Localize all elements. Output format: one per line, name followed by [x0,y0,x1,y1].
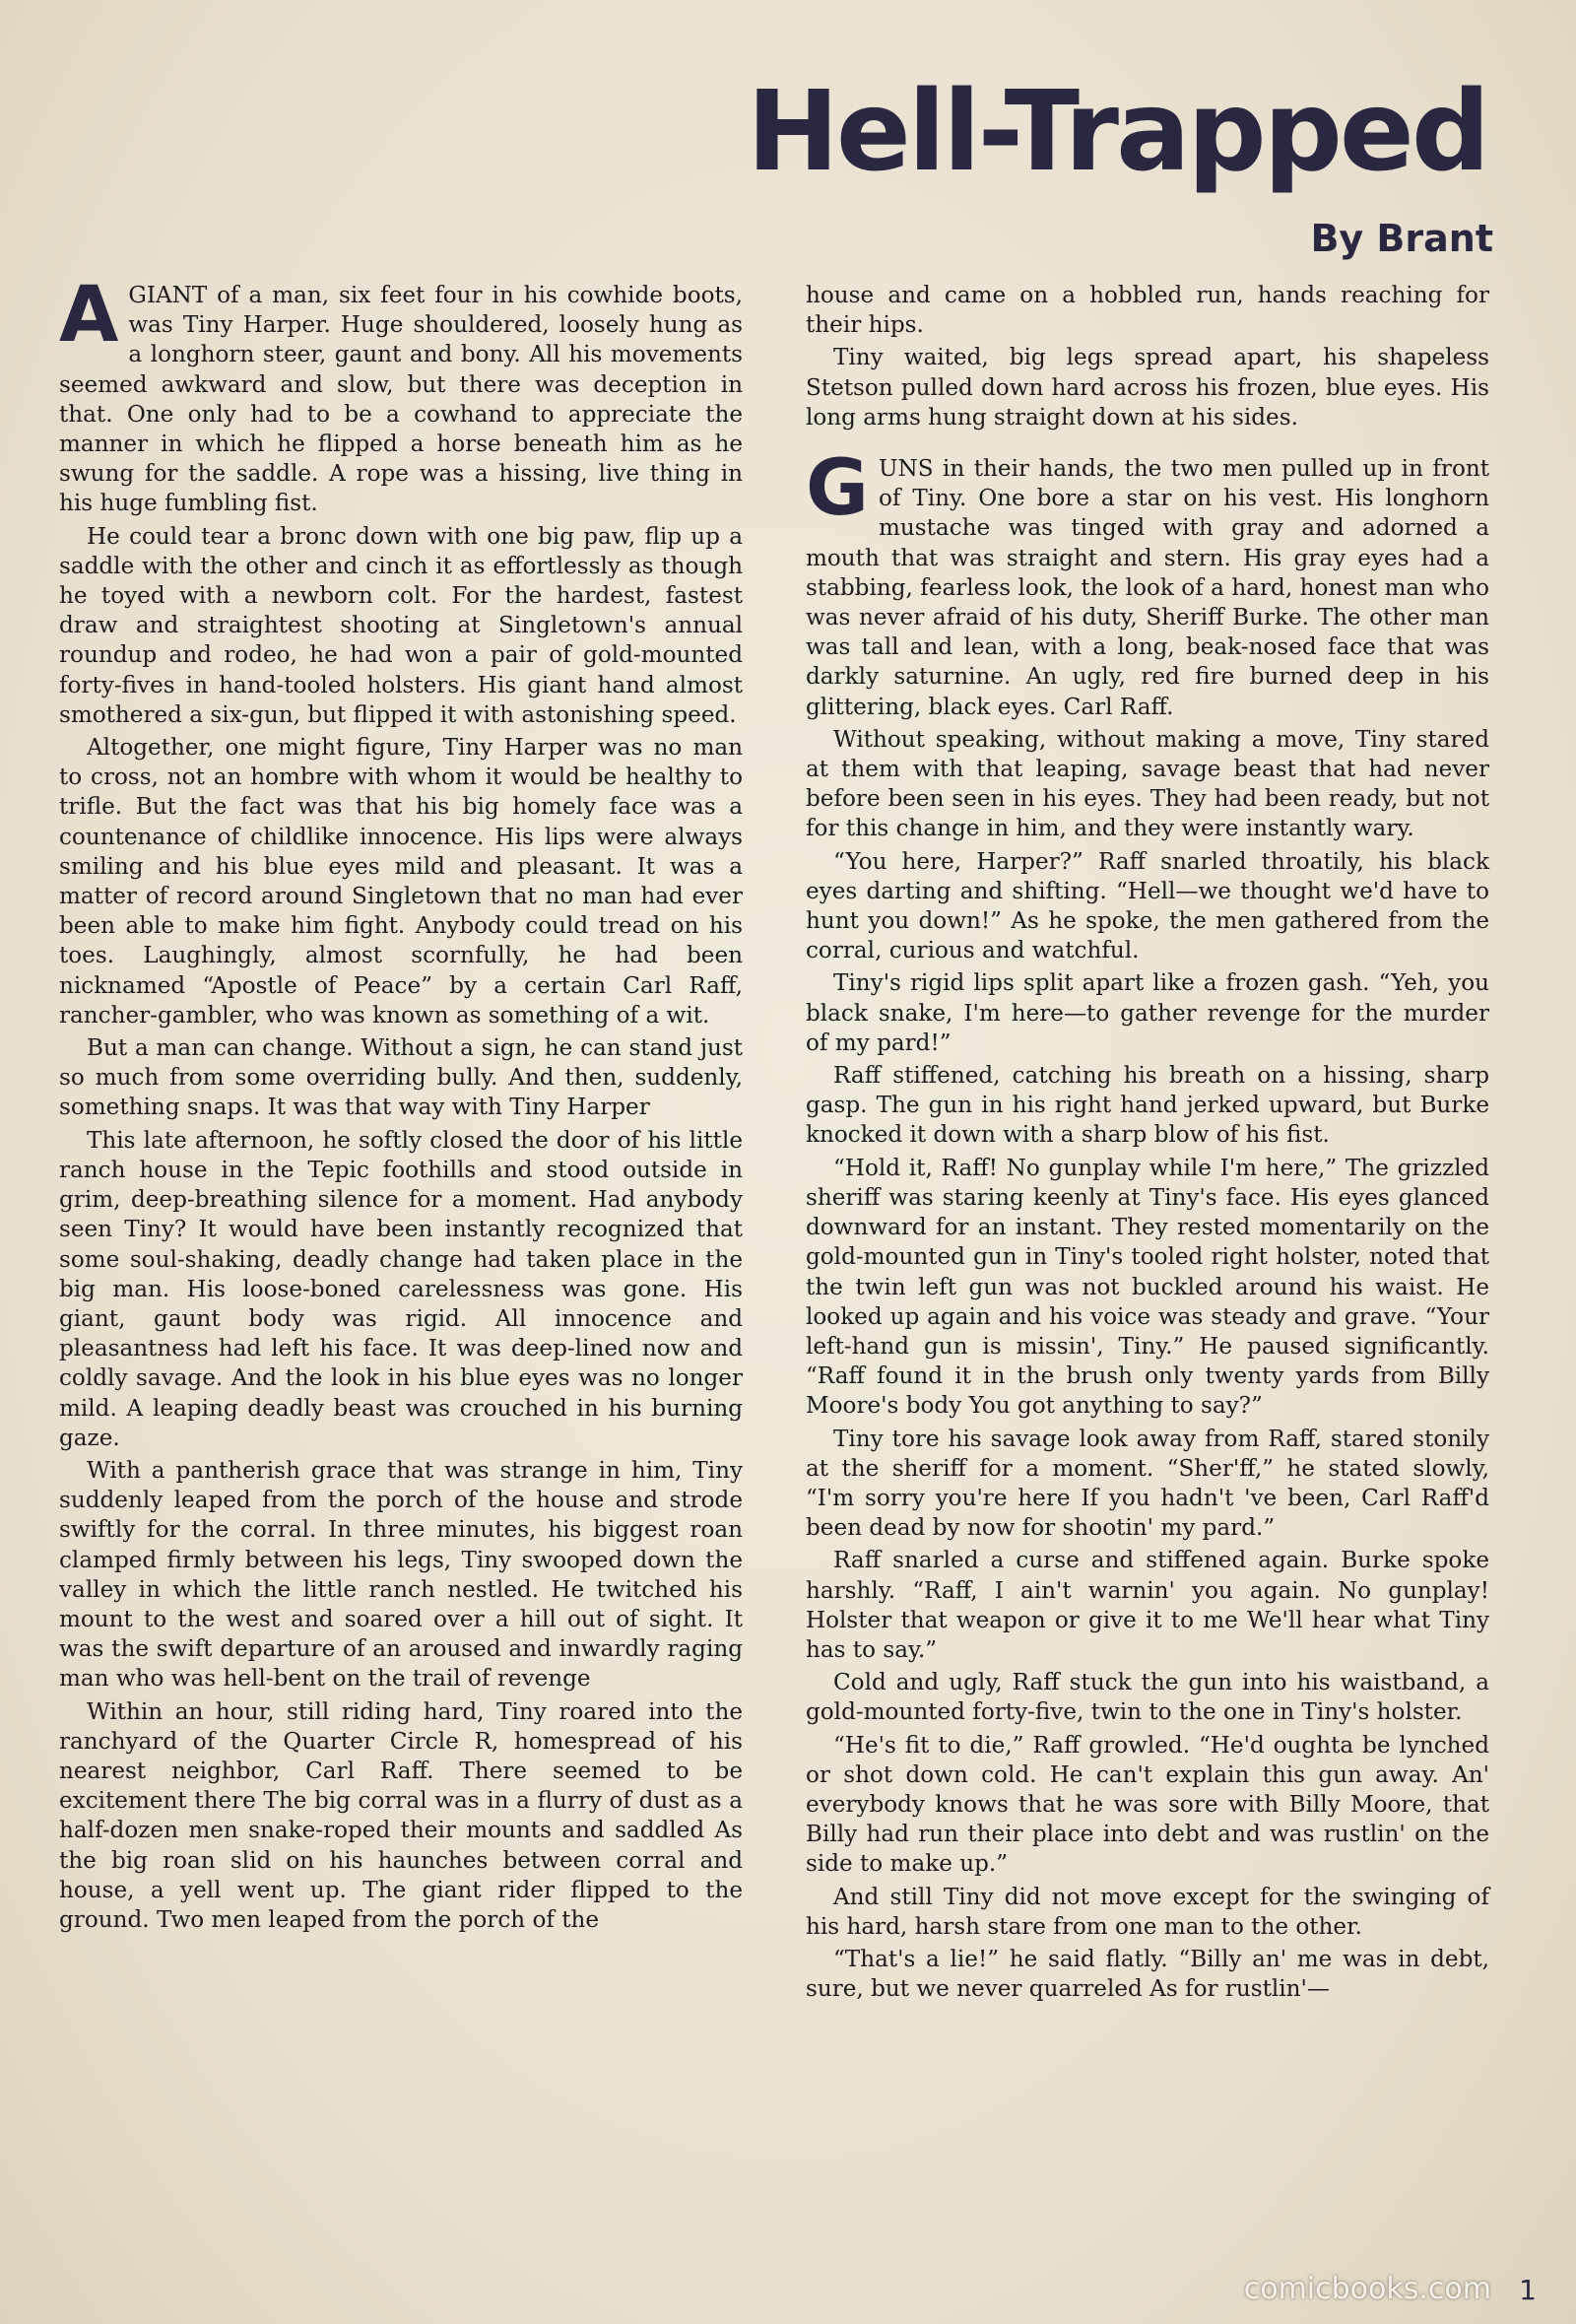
paragraph: This late afternoon, he softly closed the door of his little ranch house in the Tepic foothills and stood outside in grim, deep-breathing silence for a moment. Had anybody seen Tiny? It would have been instantly recognized that some soul-shaking, deadly change had taken place in the big man. His loose-boned carelessness was gone. His giant, gaunt body was rigid. All innocence and pleasantness had left his face. It was deep-lined now and coldly savage. And the look in his blue eyes was no longer mild. A leaping deadly beast was crouched in his burning gaze. [59,1127,743,1451]
paragraph [59,271,743,519]
paragraph [806,444,1489,722]
paragraph: house and came on a hobbled run, hands reaching for their hips. [806,283,1489,339]
paragraph: Without speaking, without making a move, Tiny stared at them with that leaping, savage beast that had never before been seen in his eyes. They had been ready, but not for this change in him, and they were instantly wary. [806,726,1489,842]
paragraph: Raff snarled a curse and stiffened again. Burke spoke harshly. “Raff, I ain't warnin' you again. No gunplay! Holster that weapon or give it to me We'll hear what Tiny has to say.” [806,1548,1489,1663]
paragraph: “That's a lie!” he said flatly. “Billy an' me was in debt, sure, but we never quarreled As for rustlin'— [806,1946,1489,2003]
paragraph-text: UNS in their hands, the two men pulled up in front of Tiny. One bore a star on his vest. His longhorn mustache was tinged with gray and adorned a mouth that was straight and stern. His gray eyes had a stabbing, fearless look, the look of a hard, honest man who was never afraid of his duty, Sheriff Burke. The other man was tall and lean, with a long, beak-nosed face that was darkly saturnine. An ugly, red fire burned deep in his glittering, black eyes. Carl Raff. [806,456,1489,720]
paragraph: He could tear a bronc down with one big paw, flip up a saddle with the other and cinch it as effortlessly as though he toyed with a newborn colt. For the hardest, fastest draw and straightest shooting at Singletown's annual roundup and rodeo, he had won a pair of gold-mounted forty-fives in hand-tooled holsters. His giant hand almost smothered a six-gun, but flipped it with astonishing speed. [59,523,743,728]
story-title: Hell-Trapped [747,68,1487,196]
drop-cap: A [59,271,119,360]
paragraph: “Hold it, Raff! No gunplay while I'm here,” The grizzled sheriff was staring keenly at Tiny's face. His eyes glanced downward for an instant. They rested momentarily on the gold-mounted gun in Tiny's tooled right holster, noted that the twin left gun was not buckled around his waist. He looked up again and his voice was steady and grave. “Your left-hand gun is missin', Tiny.” He paused significantly. “Raff found it in the brush only twenty yards from Billy Moore's body You got anything to say?” [806,1155,1489,1420]
right-column [806,281,1489,2007]
drop-cap: G [806,444,870,534]
page-number: 1 [1519,2274,1537,2306]
paragraph: Tiny's rigid lips split apart like a frozen gash. “Yeh, you black snake, I'm here—to gather revenge for the murder of my pard!” [806,970,1489,1056]
paragraph: With a pantherish grace that was strange in him, Tiny suddenly leaped from the porch of the house and strode swiftly for the corral. In three minutes, his biggest roan clamped firmly between his legs, Tiny swooped down the valley in which the little ranch nestled. He twitched his mount to the west and soared over a hill out of sight. It was the swift departure of an aroused and inwardly raging man who was hell-bent on the trail of revenge [59,1457,743,1693]
source-watermark: comicbooks.com [1243,2272,1491,2306]
left-column [59,271,743,1938]
byline: By Brant [1310,217,1493,260]
paragraph: And still Tiny did not move except for the swinging of his hard, harsh stare from one man to the other. [806,1884,1489,1940]
paragraph: “You here, Harper?” Raff snarled throatily, his black eyes darting and shifting. “Hell—we thought we'd have to hunt you down!” As he spoke, the men gathered from the corral, curious and watchful. [806,848,1489,964]
paragraph: Tiny waited, big legs spread apart, his shapeless Stetson pulled down hard across his frozen, blue eyes. His long arms hung straight down at his sides. [806,345,1489,431]
paragraph: Tiny tore his savage look away from Raff, stared stonily at the sheriff for a moment. “Sher'ff,” he stated slowly, “I'm sorry you're here If you hadn't 've been, Carl Raff'd been dead by now for shootin' my pard.” [806,1426,1489,1542]
paragraph: But a man can change. Without a sign, he can stand just so much from some overriding bully. And then, suddenly, something snaps. It was that way with Tiny Harper [59,1035,743,1121]
paragraph: Altogether, one might figure, Tiny Harper was no man to cross, not an hombre with whom it would be healthy to trifle. But the fact was that his big homely face was a countenance of childlike innocence. His lips were always smiling and his blue eyes mild and pleasant. It was a matter of record around Singletown that no man had ever been able to make him fight. Anybody could tread on his toes. Laughingly, almost scornfully, he had been nicknamed “Apostle of Peace” by a certain Carl Raff, rancher-gambler, who was known as something of a wit. [59,735,743,1029]
paragraph: Within an hour, still riding hard, Tiny roared into the ranchyard of the Quarter Circle R, homespread of his nearest neighbor, Carl Raff. There seemed to be excitement there The big corral was in a flurry of dust as a half-dozen men snake-roped their mounts and saddled As the big roan slid on his haunches between corral and house, a yell went up. The giant rider flipped to the ground. Two men leaped from the porch of the [59,1698,743,1933]
paragraph: Cold and ugly, Raff stuck the gun into his waistband, a gold-mounted forty-five, twin to the one in Tiny's holster. [806,1670,1489,1726]
paragraph-text: GIANT of a man, six feet four in his cowhide boots, was Tiny Harper. Huge shouldered, loosely hung as a longhorn steer, gaunt and bony. All his movements seemed awkward and slow, but there was deception in that. One only had to be a cowhand to appreciate the manner in which he flipped a horse beneath him as he swung for the saddle. A rope was a hissing, live thing in his huge fumbling fist. [59,283,743,517]
paragraph: “He's fit to die,” Raff growled. “He'd oughta be lynched or shot down cold. He can't explain this gun away. An' everybody knows that he was sore with Billy Moore, that Billy had run their place into debt and was rustlin' on the side to make up.” [806,1732,1489,1878]
paragraph: Raff stiffened, catching his breath on a hissing, sharp gasp. The gun in his right hand jerked upward, but Burke knocked it down with a sharp blow of his fist. [806,1063,1489,1149]
